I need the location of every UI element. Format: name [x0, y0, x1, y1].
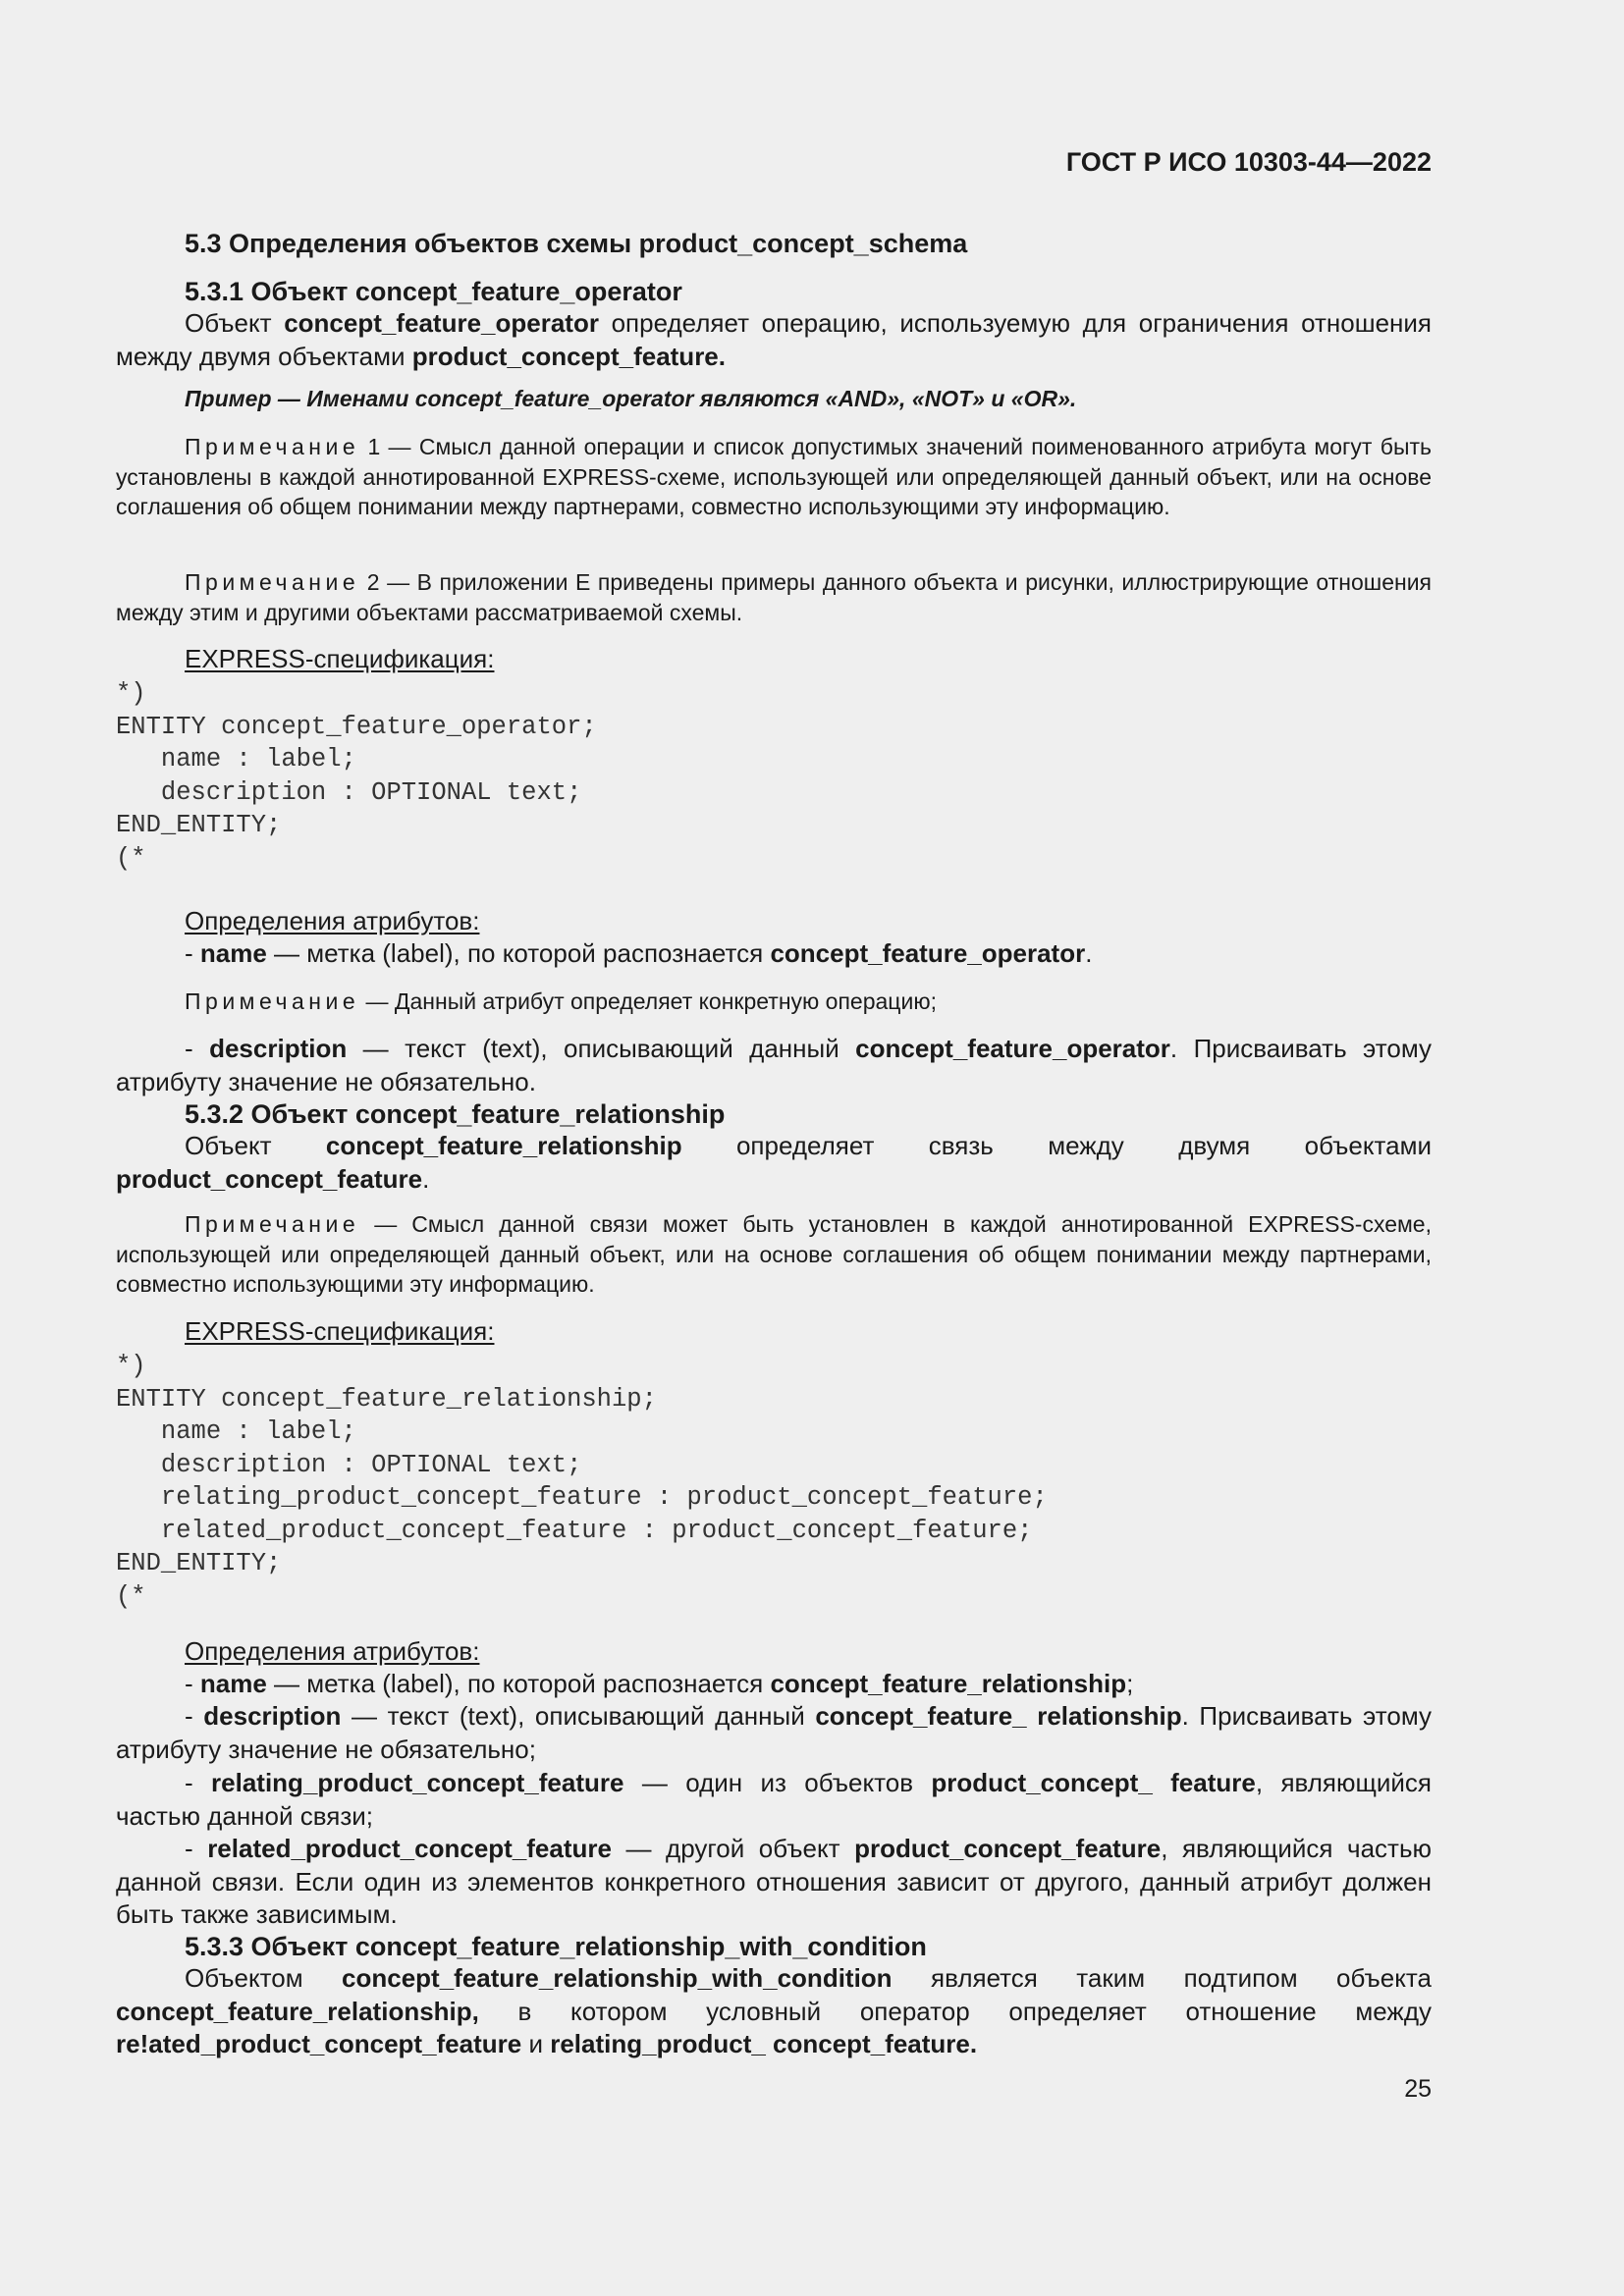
attr-description-2: - description — текст (text), описывающий данный concept_feature_ relationship. Присваивать этому атрибуту значение не обязательно; — [116, 1701, 1432, 1764]
section-5-3-1-title: 5.3.1 Объект concept_feature_operator — [185, 277, 682, 306]
attr-name-1: - name — метка (label), по которой распознается concept_feature_operator. — [185, 938, 1093, 968]
attr-note: Примечание — Данный атрибут определяет конкретную операцию; — [185, 988, 937, 1014]
attr-related: - related_product_concept_feature — другой объект product_concept_feature, являющийся частью данной связи. Если один из элементов конкретного отношения зависит от другого, данный атрибут должен быть также зависимым. — [116, 1834, 1432, 1929]
note-2: Примечание 2 — В приложении E приведены примеры данного объекта и рисунки, иллюстрирующие отношения между этим и другими объектами рассматриваемой схемы. — [116, 569, 1432, 625]
section-5-3-3-intro: Объектом concept_feature_relationship_with_condition является таким подтипом объекта concept_feature_relationship, в котором условный оператор определяет отношение между re!ated_product_concept_feature и relating_product_ concept_feature. — [116, 1963, 1432, 2058]
document-header: ГОСТ Р ИСО 10303-44—2022 — [1065, 147, 1432, 177]
attr-name-2: - name — метка (label), по которой распознается concept_feature_relationship; — [185, 1669, 1134, 1698]
attr-description-1: - description — текст (text), описывающий данный concept_feature_operator. Присваивать этому атрибуту значение не обязательно. — [116, 1034, 1432, 1096]
express-code-1: *) ENTITY concept_feature_operator; name : label; description : OPTIONAL text; END_ENTITY; (* — [116, 679, 597, 873]
section-5-3-2-intro: Объект concept_feature_relationship определяет связь между двумя объектами product_concept_feature. — [116, 1131, 1432, 1194]
attr-relating: - relating_product_concept_feature — один из объектов product_concept_ feature, являющийся частью данной связи; — [116, 1768, 1433, 1831]
note-1: Примечание 1 — Смысл данной операции и список допустимых значений поименованного атрибута могут быть установлены в каждой аннотированной EXPRESS-схеме, использующей или определяющей данный объект, или на основе соглашения об общем понимании между партнерами, совместно использующими эту информацию. — [116, 434, 1432, 519]
note-relationship: Примечание — Смысл данной связи может быть установлен в каждой аннотированной EXPRESS-схеме, использующей или определяющей данный объект, или на основе соглашения об общем понимании между партнерами, совместно использующими эту информацию. — [116, 1211, 1432, 1297]
section-5-3-title: 5.3 Определения объектов схемы product_concept_schema — [185, 229, 968, 258]
attr-defs-label-2: Определения атрибутов: — [185, 1636, 480, 1666]
express-spec-label-2: EXPRESS-спецификация: — [185, 1316, 495, 1346]
attr-defs-label-1: Определения атрибутов: — [185, 906, 480, 935]
page-number: 25 — [1404, 2075, 1432, 2103]
express-spec-label-1: EXPRESS-спецификация: — [185, 644, 495, 673]
section-5-3-1-intro: Объект concept_feature_operator определяет операцию, используемую для ограничения отношения между двумя объектами product_concept_feature. — [116, 308, 1432, 371]
section-5-3-3-title: 5.3.3 Объект concept_feature_relationship_with_condition — [185, 1932, 927, 1961]
express-code-2: *) ENTITY concept_feature_relationship; name : label; description : OPTIONAL text; relating_product_concept_feature : product_concept_feature; related_product_concept_feature : product_concept_feature; END_ENTITY; (* — [116, 1352, 1048, 1611]
example-text: Пример — Именами concept_feature_operator являются «AND», «NOT» и «OR». — [185, 386, 1077, 411]
section-5-3-2-title: 5.3.2 Объект concept_feature_relationship — [185, 1099, 726, 1129]
